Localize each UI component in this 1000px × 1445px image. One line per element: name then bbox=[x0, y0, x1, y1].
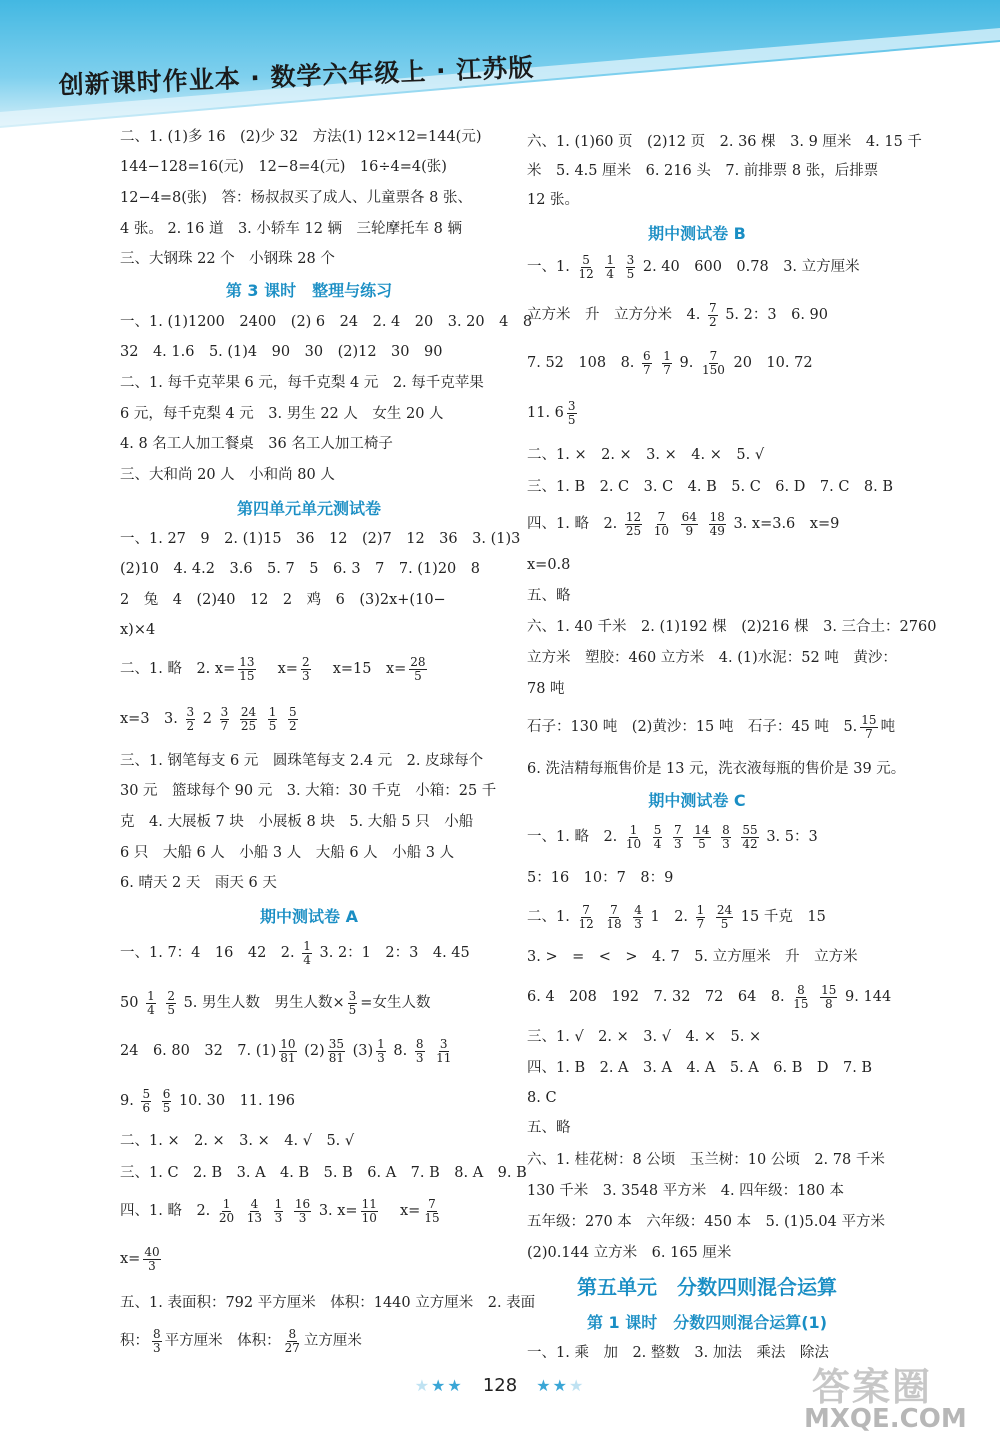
answer-line: 12 张。 bbox=[527, 192, 580, 208]
fraction: $\frac{5}{6}$ bbox=[142, 1087, 151, 1115]
answer-line: (2)0.144 立方米 6. 165 厘米 bbox=[527, 1245, 732, 1261]
text: 3. 5：3 bbox=[766, 829, 818, 846]
fraction: $\frac{7}{10}$ bbox=[653, 510, 670, 538]
answer-line: 二、1. × 2. × 3. × 4. × 5. √ bbox=[527, 447, 765, 463]
text: 24 6. 80 32 7. (1) bbox=[120, 1043, 277, 1060]
watermark-url: MXQE.COM bbox=[804, 1404, 967, 1434]
text: =女生人数 bbox=[360, 995, 431, 1012]
answer-line bbox=[120, 656, 430, 682]
answer-line: 4 张。 2. 16 道 3. 小轿车 12 辆 三轮摩托车 8 辆 bbox=[120, 221, 463, 237]
answer-line bbox=[527, 400, 580, 426]
text: 9. bbox=[679, 355, 694, 372]
answer-line: 一、1. (1)1200 2400 (2) 6 24 2. 4 20 3. 20 4 8 bbox=[120, 314, 533, 330]
text: 5. 男生人数 男生人数× bbox=[183, 995, 345, 1012]
text: 9. 144 bbox=[845, 989, 892, 1006]
text: 二、1. bbox=[527, 909, 570, 926]
answer-line: 130 千米 3. 3548 平方米 4. 四年级：180 本 bbox=[527, 1183, 844, 1199]
star-icon: ★ bbox=[414, 1376, 432, 1395]
text: 50 bbox=[120, 995, 139, 1012]
answer-line: 三、大钢珠 22 个 小钢珠 28 个 bbox=[120, 251, 335, 267]
answer-line bbox=[527, 302, 828, 328]
fraction: $\frac{8}{27}$ bbox=[284, 1327, 300, 1355]
text: x=3 3. bbox=[120, 711, 178, 728]
fraction: $\frac{6}{5}$ bbox=[162, 1087, 171, 1115]
fraction: $\frac{15}{8}$ bbox=[821, 983, 837, 1011]
answer-line: 5：16 10：7 8：9 bbox=[527, 870, 674, 886]
fraction: $\frac{15}{7}$ bbox=[861, 713, 877, 741]
text: 一、1. 7：4 16 42 2. bbox=[120, 945, 295, 962]
fraction: $\frac{3}{7}$ bbox=[220, 705, 229, 733]
fraction: $\frac{24}{5}$ bbox=[716, 903, 733, 931]
fraction: $\frac{1}{4}$ bbox=[147, 989, 155, 1017]
watermark bbox=[804, 1356, 967, 1434]
fraction: $\frac{8}{15}$ bbox=[793, 983, 809, 1011]
header-title: 创新课时作业本 · 数学六年级上 · 江苏版 bbox=[58, 52, 535, 100]
answer-line: 6 只 大船 6 人 小船 3 人 大船 6 人 小船 3 人 bbox=[120, 845, 455, 861]
answer-line: 一、1. 乘 加 2. 整数 3. 加法 乘法 除法 bbox=[527, 1345, 829, 1361]
unit-title: 第五单元 分数四则混合运算 bbox=[577, 1275, 837, 1299]
section-title: 第四单元单元测试卷 bbox=[236, 499, 381, 518]
fraction: $\frac{8}{3}$ bbox=[722, 823, 730, 851]
star-icon-group bbox=[536, 1376, 585, 1395]
page-number: 128 bbox=[482, 1375, 518, 1396]
fraction: $\frac{7}{2}$ bbox=[708, 301, 717, 329]
text: 一、1. bbox=[527, 259, 570, 276]
text: 2. 40 600 0.78 3. 立方厘米 bbox=[642, 259, 860, 276]
fraction: $\frac{3}{11}$ bbox=[436, 1037, 452, 1065]
answer-line: 三、1. √ 2. × 3. √ 4. × 5. × bbox=[527, 1029, 762, 1045]
fraction: $\frac{3}{5}$ bbox=[348, 989, 357, 1017]
fraction: $\frac{1}{3}$ bbox=[377, 1037, 385, 1065]
text: 3. 2：1 2：3 4. 45 bbox=[319, 945, 470, 962]
fraction: $\frac{7}{15}$ bbox=[424, 1197, 440, 1225]
text: 3. x=3.6 x=9 bbox=[733, 516, 840, 533]
answer-line: 三、1. 钢笔每支 6 元 圆珠笔每支 2.4 元 2. 皮球每个 bbox=[120, 753, 484, 769]
star-icon-group bbox=[415, 1376, 464, 1395]
answer-line bbox=[120, 1246, 164, 1272]
answer-line bbox=[527, 350, 813, 376]
text: 1 2. bbox=[650, 909, 689, 926]
answer-line: 立方米 塑胶：460 立方米 4. (1)水泥：52 吨 黄沙： bbox=[527, 650, 897, 666]
fraction: $\frac{5}{12}$ bbox=[578, 253, 594, 281]
answer-line: 12−4=8(张) 答：杨叔叔买了成人、儿童票各 8 张、 bbox=[120, 190, 472, 206]
fraction: $\frac{2}{5}$ bbox=[167, 989, 175, 1017]
text: 平方厘米 体积： bbox=[164, 1333, 281, 1350]
fraction: $\frac{14}{5}$ bbox=[694, 823, 710, 851]
fraction: $\frac{12}{25}$ bbox=[625, 510, 642, 538]
fraction: $\frac{4}{13}$ bbox=[246, 1197, 263, 1225]
answer-line bbox=[527, 714, 895, 740]
fraction: $\frac{16}{3}$ bbox=[294, 1197, 311, 1225]
answer-line bbox=[120, 1088, 295, 1114]
answer-line: 4. 8 名工人加工餐桌 36 名工人加工椅子 bbox=[120, 436, 393, 452]
answer-line: 五、略 bbox=[527, 1120, 571, 1136]
fraction: $\frac{1}{10}$ bbox=[625, 823, 642, 851]
section-title: 期中测试卷 B bbox=[648, 224, 746, 243]
star-icon: ★★ bbox=[536, 1376, 569, 1395]
text: 一、1. 略 2. bbox=[527, 829, 618, 846]
answer-line: 三、1. B 2. C 3. C 4. B 5. C 6. D 7. C 8. B bbox=[527, 479, 894, 495]
text: 10. 30 11. 196 bbox=[178, 1093, 295, 1110]
fraction: $\frac{5}{2}$ bbox=[288, 705, 297, 733]
fraction: $\frac{1}{3}$ bbox=[274, 1197, 283, 1225]
fraction: $\frac{7}{18}$ bbox=[606, 903, 622, 931]
answer-line: 32 4. 1.6 5. (1)4 90 30 (2)12 30 90 bbox=[120, 344, 443, 360]
text: 四、1. 略 2. bbox=[527, 516, 618, 533]
fraction: $\frac{3}{5}$ bbox=[626, 253, 635, 281]
answer-line: 6. 晴天 2 天 雨天 6 天 bbox=[120, 875, 277, 891]
text: 积： bbox=[120, 1333, 149, 1350]
text: 二、1. 略 2. x= bbox=[120, 661, 236, 678]
answer-line: 四、1. B 2. A 3. A 4. A 5. A 6. B D 7. B bbox=[527, 1060, 873, 1076]
answer-line: 六、1. 桂花树：8 公顷 玉兰树：10 公顷 2. 78 千米 bbox=[527, 1152, 885, 1168]
text: (2) bbox=[304, 1043, 325, 1060]
answer-line: 一、1. 27 9 2. (1)15 36 12 (2)7 12 36 3. (1)3 bbox=[120, 531, 521, 547]
answer-line bbox=[120, 1198, 444, 1224]
fraction: $\frac{3}{5}$ bbox=[567, 399, 576, 427]
text: 四、1. 略 2. bbox=[120, 1203, 211, 1220]
fraction: $\frac{13}{15}$ bbox=[239, 655, 255, 683]
fraction: $\frac{1}{7}$ bbox=[663, 349, 671, 377]
text: x= bbox=[120, 1251, 141, 1268]
star-icon: ★★ bbox=[431, 1376, 464, 1395]
fraction: $\frac{40}{3}$ bbox=[144, 1245, 160, 1273]
answer-line: 6 元，每千克梨 4 元 3. 男生 22 人 女生 20 人 bbox=[120, 406, 444, 422]
text: 15 千克 15 bbox=[740, 909, 826, 926]
fraction: $\frac{8}{3}$ bbox=[415, 1037, 424, 1065]
answer-line: 2 兔 4 (2)40 12 2 鸡 6 (3)2x+(10− bbox=[120, 592, 446, 608]
fraction: $\frac{1}{7}$ bbox=[696, 903, 705, 931]
answer-line: 克 4. 大展板 7 块 小展板 8 块 5. 大船 5 只 小船 bbox=[120, 814, 474, 830]
answer-line: 8. C bbox=[527, 1090, 557, 1106]
answer-line bbox=[120, 940, 470, 966]
fraction: $\frac{7}{3}$ bbox=[674, 823, 682, 851]
text: 吨 bbox=[880, 719, 896, 736]
answer-line: 30 元 篮球每个 90 元 3. 大箱：30 千克 小箱：25 千 bbox=[120, 783, 497, 799]
text: 6. 4 208 192 7. 32 72 64 8. bbox=[527, 989, 785, 1006]
fraction: $\frac{8}{3}$ bbox=[153, 1327, 161, 1355]
answer-line bbox=[527, 904, 826, 930]
text: x=15 x= bbox=[332, 661, 407, 678]
fraction: $\frac{7}{12}$ bbox=[578, 903, 594, 931]
answer-line: 78 吨 bbox=[527, 681, 565, 697]
answer-line: 三、1. C 2. B 3. A 4. B 5. B 6. A 7. B 8. A 9. B bbox=[120, 1165, 527, 1181]
fraction: $\frac{35}{81}$ bbox=[328, 1037, 344, 1065]
watermark-logo-text: 答案圈 bbox=[812, 1365, 933, 1409]
answer-line: 六、1. 40 千米 2. (1)192 棵 (2)216 棵 3. 三合土：2760 bbox=[527, 619, 937, 635]
lesson-title: 第 1 课时 分数四则混合运算(1) bbox=[586, 1313, 828, 1332]
answer-line: 144−128=16(元) 12−8=4(元) 16÷4=4(张) bbox=[120, 159, 447, 175]
fraction: $\frac{1}{5}$ bbox=[268, 705, 277, 733]
answer-line: x)×4 bbox=[120, 622, 156, 638]
fraction: $\frac{2}{3}$ bbox=[301, 655, 310, 683]
answer-line bbox=[120, 706, 301, 732]
fraction: $\frac{10}{81}$ bbox=[280, 1037, 296, 1065]
answer-line: x=0.8 bbox=[527, 557, 571, 573]
text: (3) bbox=[352, 1043, 374, 1060]
star-icon: ★ bbox=[568, 1376, 586, 1395]
answer-line bbox=[120, 1328, 362, 1354]
answer-line bbox=[120, 990, 430, 1016]
answer-line: 3. > = < > 4. 7 5. 立方厘米 升 立方米 bbox=[527, 949, 858, 965]
fraction: $\frac{64}{9}$ bbox=[681, 510, 697, 538]
fraction: $\frac{1}{4}$ bbox=[606, 253, 614, 281]
fraction: $\frac{24}{25}$ bbox=[240, 705, 257, 733]
answer-line: 五年级：270 本 六年级：450 本 5. (1)5.04 平方米 bbox=[527, 1214, 885, 1230]
text: 9. bbox=[120, 1093, 134, 1110]
text: 8. bbox=[393, 1043, 408, 1060]
answer-line: 二、1. 每千克苹果 6 元，每千克梨 4 元 2. 每千克苹果 bbox=[120, 375, 484, 391]
answer-line: 二、1. × 2. × 3. × 4. √ 5. √ bbox=[120, 1133, 355, 1149]
fraction: $\frac{4}{3}$ bbox=[634, 903, 642, 931]
text: x= bbox=[277, 661, 298, 678]
answer-line: 6. 洗洁精每瓶售价是 13 元，洗衣液每瓶的售价是 39 元。 bbox=[527, 761, 906, 777]
text: 石子：130 吨 (2)黄沙：15 吨 石子：45 吨 5. bbox=[527, 719, 858, 736]
fraction: $\frac{1}{20}$ bbox=[218, 1197, 235, 1225]
answer-line bbox=[527, 511, 839, 537]
fraction: $\frac{3}{2}$ bbox=[186, 705, 195, 733]
section-title: 期中测试卷 A bbox=[260, 907, 358, 926]
text: 11. 6 bbox=[527, 405, 564, 422]
section-title: 第 3 课时 整理与练习 bbox=[225, 281, 393, 300]
answer-line bbox=[527, 824, 818, 850]
answer-line: 五、略 bbox=[527, 588, 571, 604]
section-title: 期中测试卷 C bbox=[648, 791, 746, 810]
answer-line bbox=[120, 1038, 455, 1064]
text: 立方米 升 立方分米 4. bbox=[527, 307, 701, 324]
text: x= bbox=[399, 1203, 421, 1220]
fraction: $\frac{5}{4}$ bbox=[653, 823, 662, 851]
fraction: $\frac{28}{5}$ bbox=[410, 655, 426, 683]
text: 2 bbox=[202, 711, 212, 728]
text: 7. 52 108 8. bbox=[527, 355, 635, 372]
answer-line: 五、1. 表面积：792 平方厘米 体积：1440 立方厘米 2. 表面 bbox=[120, 1295, 536, 1311]
text: 立方厘米 bbox=[303, 1333, 362, 1350]
fraction: $\frac{1}{4}$ bbox=[303, 939, 311, 967]
answer-line bbox=[527, 984, 891, 1010]
fraction: $\frac{18}{49}$ bbox=[709, 510, 725, 538]
fraction: $\frac{6}{7}$ bbox=[643, 349, 651, 377]
text: 5. 2：3 6. 90 bbox=[725, 307, 828, 324]
answer-line: (2)10 4. 4.2 3.6 5. 7 5 6. 3 7 7. (1)20 8 bbox=[120, 561, 480, 577]
answer-line: 二、1. (1)多 16 (2)少 32 方法(1) 12×12=144(元) bbox=[120, 129, 482, 145]
answer-line: 米 5. 4.5 厘米 6. 216 头 7. 前排票 8 张，后排票 bbox=[527, 163, 879, 179]
answer-line: 六、1. (1)60 页 (2)12 页 2. 36 棵 3. 9 厘米 4. 15 千 bbox=[527, 134, 922, 150]
fraction: $\frac{11}{10}$ bbox=[361, 1197, 377, 1225]
text: 3. x= bbox=[318, 1203, 358, 1220]
fraction: $\frac{7}{150}$ bbox=[701, 349, 725, 377]
fraction: $\frac{55}{42}$ bbox=[742, 823, 758, 851]
text: 20 10. 72 bbox=[733, 355, 813, 372]
answer-line bbox=[527, 254, 860, 280]
answer-line: 三、大和尚 20 人 小和尚 80 人 bbox=[120, 467, 335, 483]
